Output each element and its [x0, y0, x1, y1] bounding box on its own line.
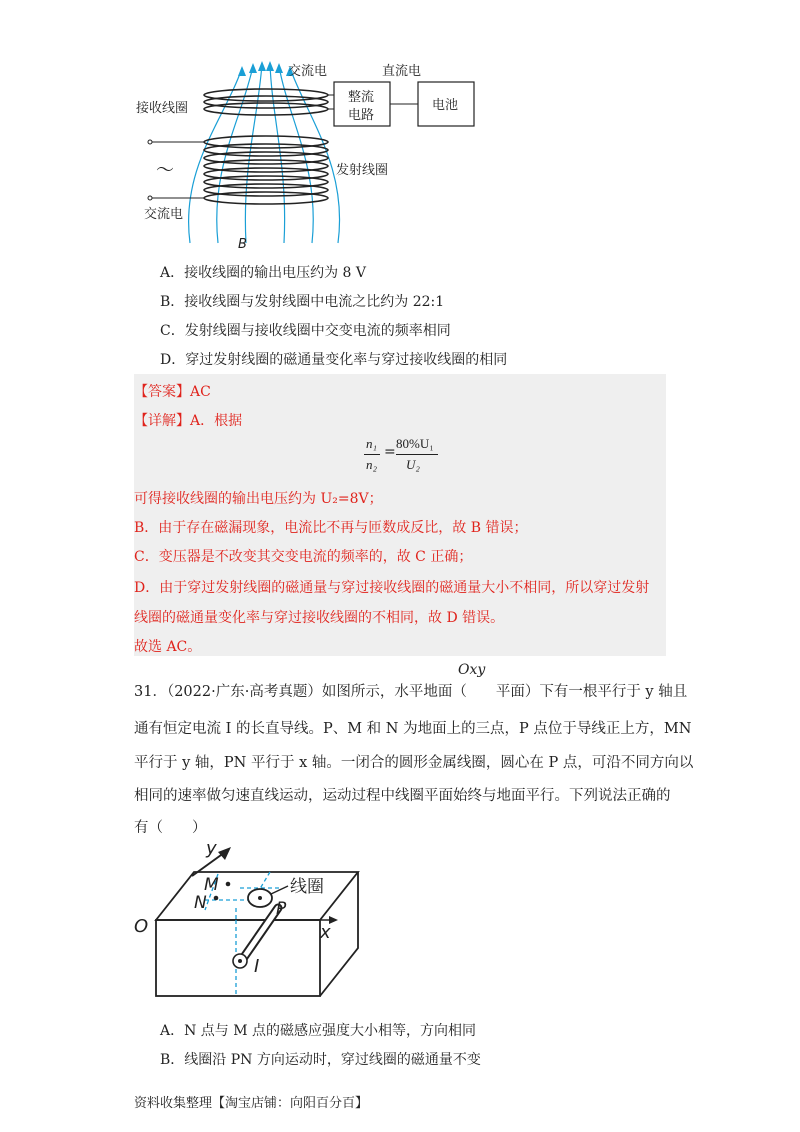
- detail-d-1: D．由于穿过发射线圈的磁通量与穿过接收线圈的磁通量大小不相同，所以穿过发射: [134, 580, 650, 596]
- wireless-charging-figure: [130, 58, 490, 254]
- q31-option-b: B．线圈沿 PN 方向运动时，穿过线圈的磁通量不变: [160, 1052, 481, 1068]
- oxy-label: Oxy: [458, 662, 486, 678]
- label-p: P: [276, 899, 287, 919]
- field-arrowheads: [238, 61, 294, 76]
- label-transmit-coil: 发射线圈: [336, 163, 389, 178]
- formula-denominator: U₂: [406, 457, 420, 472]
- coil-pointer-line: [271, 886, 288, 894]
- detail-d-2: 线圈的磁通量变化率与穿过接收线圈的不相同，故 D 错误。: [134, 610, 505, 626]
- fraction-bar-left: [364, 454, 380, 455]
- label-coil: 线圈: [290, 877, 324, 897]
- label-ac-top: 交流电: [288, 64, 328, 79]
- final-choice: 故选 AC。: [134, 639, 202, 655]
- fraction-bar-right: [396, 454, 438, 455]
- point-m: [226, 882, 231, 887]
- answer-line: 【答案】AC: [134, 384, 211, 400]
- terminal-bottom: [148, 196, 152, 200]
- transmit-coil: [204, 136, 328, 204]
- q31-line-2: 通有恒定电流 I 的长直导线。P、M 和 N 为地面上的三点，P 点位于导线正上方，MN: [134, 721, 692, 737]
- coil-center-dot: [258, 896, 262, 900]
- option-b: B．接收线圈与发射线圈中电流之比约为 22:1: [160, 294, 445, 310]
- label-y: y: [206, 840, 217, 859]
- formula-numerator: 80%U₁: [396, 436, 434, 451]
- label-x: x: [320, 922, 331, 943]
- label-dc: 直流电: [382, 64, 422, 79]
- label-receive-coil: 接收线圈: [136, 101, 189, 116]
- wire-coil-figure: [130, 840, 380, 1010]
- label-battery: 电池: [432, 98, 459, 113]
- label-ac-symbol: ～: [156, 160, 174, 181]
- option-d: D．穿过发射线圈的磁通量变化率与穿过接收线圈的相同: [160, 352, 508, 368]
- formula-n2: n₂: [366, 457, 378, 472]
- detail-a: 可得接收线圈的输出电压约为 U₂=8V；: [134, 491, 383, 507]
- point-n: [214, 896, 219, 901]
- formula-n1: n₁: [366, 436, 378, 451]
- q31-option-a: A．N 点与 M 点的磁感应强度大小相等，方向相同: [160, 1023, 477, 1039]
- q31-line-1: 31．（2022·广东·高考真题）如图所示，水平地面（ 平面）下有一根平行于 y 轴且: [134, 684, 688, 700]
- label-ac-bottom: 交流电: [144, 207, 184, 222]
- label-rectifier-1: 整流: [348, 90, 375, 105]
- detail-prefix: 【详解】A．根据: [134, 413, 243, 429]
- detail-c: C．变压器是不改变其交变电流的频率的，故 C 正确；: [134, 549, 473, 565]
- q31-line-5: 有（ ）: [134, 820, 207, 836]
- wire-inner: [242, 908, 278, 960]
- detail-b: B．由于存在磁漏现象，电流比不再与匝数成反比，故 B 错误；: [134, 520, 528, 536]
- label-b: B: [238, 237, 247, 252]
- footer-source: 资料收集整理【淘宝店铺：向阳百分百】: [134, 1096, 369, 1111]
- label-i: I: [254, 956, 260, 977]
- q31-line-3: 平行于 y 轴，PN 平行于 x 轴。一闭合的圆形金属线圈，圆心在 P 点，可沿不同方向以: [134, 755, 694, 771]
- label-o: O: [134, 916, 149, 937]
- label-rectifier-2: 电路: [348, 108, 375, 123]
- y-axis-arrowhead: [218, 847, 231, 860]
- option-c: C．发射线圈与接收线圈中交变电流的频率相同: [160, 323, 451, 339]
- label-n: N: [194, 893, 207, 913]
- terminal-top: [148, 140, 152, 144]
- current-dot: [238, 959, 242, 963]
- label-m: M: [204, 875, 219, 895]
- formula-equals: =: [384, 444, 396, 460]
- option-a: A．接收线圈的输出电压约为 8 V: [160, 265, 367, 281]
- q31-line-4: 相同的速率做匀速直线运动，运动过程中线圈平面始终与地面平行。下列说法正确的: [134, 788, 671, 804]
